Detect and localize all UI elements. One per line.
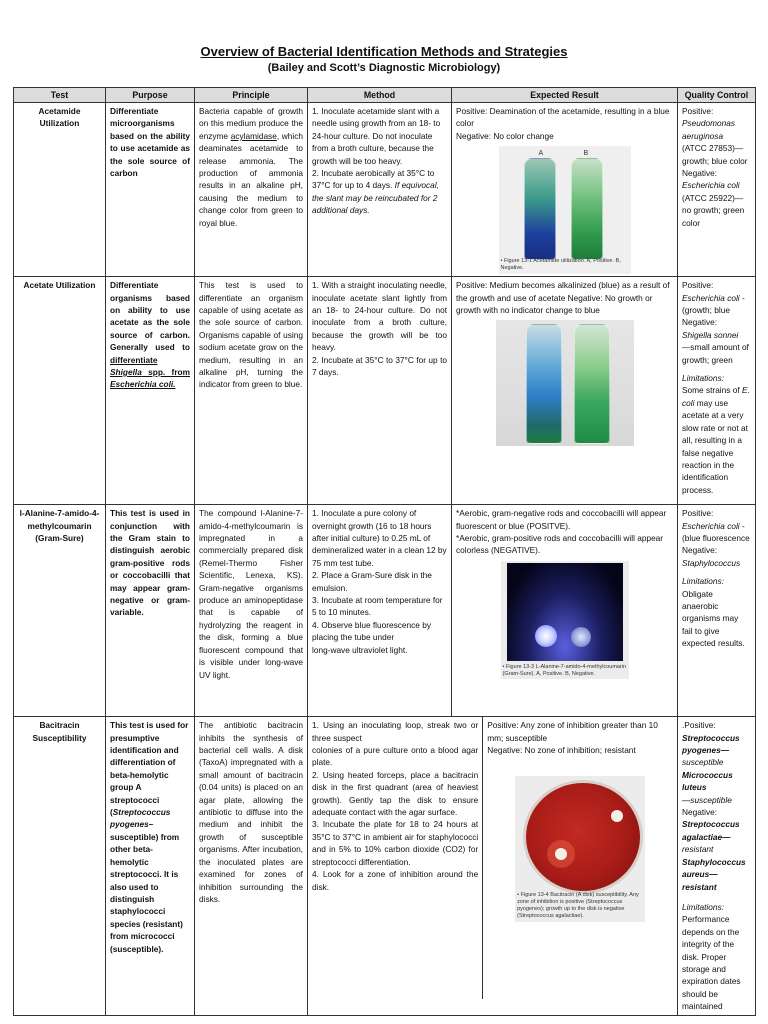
quality-control-cell: Positive: Escherichia coli - (growth; blue Negative: Shigella sonnei —small amount of growth; green Limitations: Some strains of E. coli may use acetate at a very slow rate or not at all, resulting in a false negative reaction in the identification process. (678, 277, 756, 505)
test-name: Acetamide Utilization (14, 103, 106, 277)
document-subtitle: (Bailey and Scott’s Diagnostic Microbiology) (267, 62, 501, 74)
principle-cell: The antibiotic bacitracin inhibits the synthesis of bacterial cell walls. A disk (TaxoA) impregnated with a small amount of bacitracin (0.04 units) is placed on an agar plate, allowing the antibiotic to diffuse into the medium and inhibit the growth of susceptible organisms. After incubation, the inoculated plates are examined for zones of inhibition surrounding the disks. (195, 717, 308, 1015)
table-row-gram-sure (14, 505, 756, 717)
fig-caption: • Figure 13-4 Bacitracin (A disk) susceptibility. Any zone of inhibition is positive (Streptococcus pyogenes); growth up to the disk is negative (Streptococcus agalactiae). (517, 892, 639, 920)
quality-control-cell: Positive: Pseudomonas aeruginosa (ATCC 27853)— growth; blue color Negative: Escherichia coli (ATCC 25922)— no growth; green color (678, 103, 756, 277)
quality-control-cell: .Positive: Streptococcus pyogenes— susceptible Micrococcus luteus —susceptible Negative: Streptococcus agalactiae— resistant Staphylococcus aureus—resistant Limitations: Performance depends on the integrity of the disk. Proper storage and expiration dates should be maintained (678, 717, 756, 1015)
expected-result-cell: Positive: Medium becomes alkalinized (blue) as a result of the growth and use of acetate Negative: No growth or growth with no indicator change to blue (452, 277, 678, 505)
method-cell: 1. With a straight inoculating needle, inoculate acetate slant lightly from an 18- to 24-hour culture. Do not inoculate from a broth culture, because the growth will be too heavy. 2. Incubate at 35°C to 37°C for up to 7 days. (308, 277, 452, 505)
fig-caption: • Figure 13-1 Acetamide utilization. A, Positive. B, Negative. (500, 258, 621, 272)
uv-photo-dark (507, 563, 623, 661)
method-cell: 1. Using an inoculating loop, streak two or three suspect colonies of a pure culture onto a blood agar plate. 2. Using heated forceps, place a bacitracin disk in the first quadrant (area of heaviest growth). Gently tap the disk to ensure adequate contact with the agar surface. 3. Incubate the plate for 18 to 24 hours at 35°C to 37°C in ambient air for staphylococci and in 5% to 10% carbon dioxide (CO2) for streptococci differentiation. 4. Look for a zone of inhibition around the disk. (312, 720, 479, 892)
method-cell: 1. Inoculate acetamide slant with a needle using growth from an 18- to 24-hour culture. Do not inoculate from a broth culture, because the growth will be too heavy. 2. Incubate aerobically at 35°C to 37°C for up to 4 days. If equivocal, the slant may be reincubated for 2 additional days. (308, 103, 452, 277)
header-test: Test (14, 88, 106, 103)
identification-table (13, 87, 756, 1016)
table-row-bacitracin (14, 717, 756, 1015)
method-and-result-cell (308, 717, 678, 1015)
tube-positive (524, 158, 556, 260)
fig-label-b: B (583, 150, 589, 158)
expected-result-cell: Positive: Deamination of the acetamide, resulting in a blue color Negative: No color change A B • Figure 13-1 Acetamide utilization. A, Positive. B, Negative. (452, 103, 678, 277)
document-title: Overview of Bacterial Identification Methods and Strategies (200, 44, 568, 59)
tube-positive (526, 324, 562, 444)
acetate-tube-photo (496, 320, 634, 446)
header-expected-result: Expected Result (452, 88, 678, 103)
table-header-row (14, 88, 756, 103)
bacitracin-plate-photo (515, 776, 645, 922)
test-name: Bacitracin Susceptibility (14, 717, 106, 1015)
blood-agar-plate (523, 780, 643, 894)
principle-cell: The compound l-Alanine-7-amido-4-methylcoumarin is impregnated in a commercially prepared disk (Remel-Thermo Fisher Scientific, Lenexa, KS). Gram-negative organisms produce an aminopeptidase that is capable of hydrolyzing the reagent in the disk, forming a blue fluorescent compound that is visible under long-wave UV light. (195, 505, 308, 717)
expected-result-cell: *Aerobic, gram-negative rods and coccobacilli will appear fluorescent or blue (POSITVE). *Aerobic, gram-positive rods and coccobacilli will appear colorless (NEGATIVE). • Figure 13-3 L-Alanine-7-amido-4-methylcoumarin (Gram-Sure). A, Positive. B, Negative. (452, 505, 678, 717)
tube-negative (571, 627, 591, 647)
purpose-cell: Differentiate microorganisms based on the ability to use acetamide as the sole source of carbon (106, 103, 195, 277)
purpose-cell: Differentiate organisms based on ability to use acetate as the sole source of carbon. Generally used to differentiate Shigella spp. from Escherichia coli. (106, 277, 195, 505)
principle-cell: This test is used to differentiate an organism capable of using acetate as the sole source of carbon. Organisms capable of using sodium acetate grow on the medium, resulting in an alkaline pH, turning the indicator from green to blue. (195, 277, 308, 505)
principle-cell: Bacteria capable of growth on this medium produce the enzyme acylamidase, which deaminates acetamide to release ammonia. The production of ammonia results in an alkaline pH, causing the medium to change color from green to royal blue. (195, 103, 308, 277)
table-row-acetamide (14, 103, 756, 277)
expected-result-cell: Positive: Any zone of inhibition greater than 10 mm; susceptible Negative: No zone of inhibition; resistant • Figure 13-4 Bacitracin (A disk) susceptibility. Any zone of inhibition is positive (Streptococcus pyogenes); growth up to the disk is negative (Streptococcus agalactiae). (482, 717, 677, 999)
gram-sure-tube-photo (501, 561, 629, 679)
fig-caption: • Figure 13-3 L-Alanine-7-amido-4-methylcoumarin (Gram-Sure). A, Positive. B, Negative. (502, 663, 627, 677)
table-row-acetate (14, 277, 756, 505)
test-name: l-Alanine-7-amido-4-methylcoumarin (Gram-Sure) (14, 505, 106, 717)
purpose-cell: This test is used in conjunction with the Gram stain to distinguish aerobic gram-positive rods or coccobacilli that may appear gram-negative or gram-variable. (106, 505, 195, 717)
header-quality-control: Quality Control (678, 88, 756, 103)
tube-negative (574, 324, 610, 444)
test-name: Acetate Utilization (14, 277, 106, 505)
header-principle: Principle (195, 88, 308, 103)
tube-negative (571, 158, 603, 260)
tube-positive-glow (535, 625, 557, 647)
method-cell: 1. Inoculate a pure colony of overnight growth (16 to 18 hours after initial culture) to 0.25 mL of demineralized water in a clean 12 by 75 mm test tube. 2. Place a Gram-Sure disk in the emulsion. 3. Incubate at room temperature for 5 to 10 minutes. 4. Observe blue fluorescence by placing the tube under long-wave ultraviolet light. (308, 505, 452, 717)
header-purpose: Purpose (106, 88, 195, 103)
quality-control-cell: Positive: Escherichia coli - (blue fluorescence Negative: Staphylococcus Limitations: Obligate anaerobic organisms may fail to give expected results. (678, 505, 756, 717)
header-method: Method (308, 88, 452, 103)
acetamide-tube-photo (499, 146, 631, 274)
purpose-cell: This test is used for presumptive identification and differentiation of beta-hemolytic group A streptococci (Streptococcus pyogenes–susceptible) from other beta-hemolytic streptococci. It is also used to distinguish staphylococci species (resistant) from micrococci (susceptible). (106, 717, 195, 1015)
fig-label-a: A (538, 150, 544, 158)
